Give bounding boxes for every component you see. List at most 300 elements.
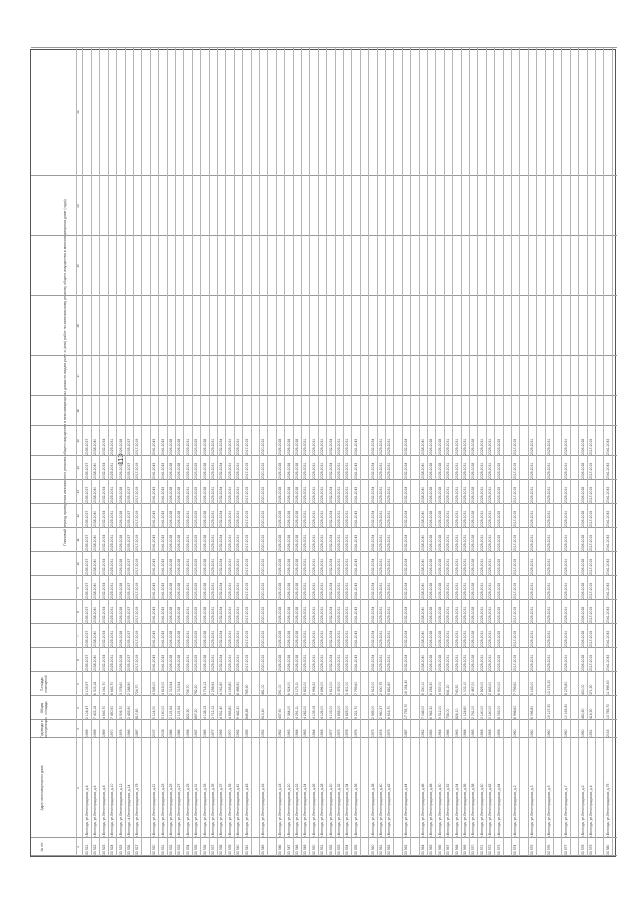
table-cell: 17 755,70 — [404, 703, 409, 719]
table-cell: г.Вологда, ул.Ленинградская, д.60 — [479, 783, 484, 837]
table-cell: 2 467,00 — [471, 681, 476, 695]
table-cell: 2029-2031 — [227, 630, 232, 647]
table-cell: 2029-2031 — [337, 462, 341, 479]
table-cell: 2017-2019 — [135, 462, 140, 479]
table-cell: 2017-2019 — [244, 654, 249, 671]
table-cell: 33 576 — [547, 844, 551, 855]
table-cell: 2032-2034 — [328, 582, 333, 599]
table-cell: 9 442,30 — [236, 705, 241, 719]
table-cell: 2029-2031 — [320, 510, 325, 527]
table-cell: 2026-2028 — [580, 462, 585, 479]
table-cell: 8 498,50 — [236, 681, 241, 695]
table-cell: 1969 — [479, 729, 484, 737]
table-cell: 2029-2031 — [211, 510, 215, 527]
table-cell: 2017-2019 — [244, 438, 249, 455]
table-cell: 2029-2031 — [446, 630, 451, 647]
table-cell: 2032-2034 — [370, 486, 375, 503]
table-cell: 1978 — [345, 729, 350, 737]
table-cell: 2041-2043 — [605, 462, 610, 479]
table-cell: 2038-2040 — [93, 534, 98, 551]
table-row — [84, 48, 90, 856]
table-cell: 7 799,60 — [513, 681, 518, 695]
table-cell: 33 522 — [93, 844, 98, 855]
column-number: 16 — [76, 409, 80, 413]
repair-schedule-table — [30, 49, 616, 857]
table-cell: 2029-2031 — [387, 534, 392, 551]
column-number: 4 — [76, 707, 80, 709]
table-cell: 743,50 — [454, 684, 459, 695]
table-row — [193, 48, 199, 856]
table-cell: 2026-2028 — [295, 606, 299, 623]
table-cell: 2026-2028 — [429, 534, 434, 551]
table-cell: 2026-2028 — [177, 558, 182, 575]
table-cell: 2029-2031 — [110, 486, 115, 503]
table-cell: 2026-2028 — [429, 558, 434, 575]
table-cell: 2041-2043 — [605, 486, 610, 503]
table-cell: 5 512,00 — [437, 705, 442, 719]
table-cell: 2029-2031 — [446, 486, 451, 503]
table-cell: 2026-2028 — [471, 438, 476, 455]
table-cell: 2032-2034 — [219, 486, 224, 503]
table-cell: 1986 — [169, 729, 173, 737]
table-cell: 2016 — [605, 729, 610, 737]
table-cell: 2029-2031 — [488, 438, 493, 455]
table-cell: 2026-2028 — [118, 606, 123, 623]
table-cell: 2020-2022 — [261, 654, 266, 671]
table-cell: 2026-2028 — [286, 558, 291, 575]
table-cell: 2035-2037 — [85, 438, 89, 455]
table-cell: 1960 — [547, 729, 551, 737]
table-cell: 3 401,00 — [345, 681, 350, 695]
table-row — [277, 48, 283, 856]
table-cell: 33 524 — [110, 844, 115, 855]
table-cell: 2029-2031 — [488, 486, 493, 503]
column-number: 19 — [76, 264, 80, 268]
table-cell: 33 535 — [194, 844, 199, 855]
table-cell: 2029-2031 — [345, 438, 350, 455]
table-cell: 4 937,00 — [437, 681, 442, 695]
table-cell: 2017-2019 — [135, 654, 140, 671]
table-cell: 2029-2031 — [303, 654, 308, 671]
table-row — [319, 48, 325, 856]
table-cell: 2 258,92 — [211, 681, 215, 695]
table-cell: 2020-2022 — [261, 606, 266, 623]
table-cell: 2026-2028 — [437, 630, 442, 647]
table-cell: 2020-2022 — [261, 486, 266, 503]
table-cell: 2029-2031 — [320, 606, 325, 623]
table-cell: 2038-2040 — [421, 582, 425, 599]
table-cell: 1966 — [446, 729, 451, 737]
column-number: 7 — [76, 635, 80, 637]
table-cell: 2032-2034 — [370, 438, 375, 455]
table-cell: 2029-2031 — [446, 654, 451, 671]
table-cell: 1 124,60 — [463, 705, 467, 719]
table-cell: 2026-2028 — [471, 462, 476, 479]
column-number: 8 — [76, 611, 80, 613]
table-cell: 2035-2037 — [127, 654, 131, 671]
table-cell: 2026-2028 — [580, 534, 585, 551]
table-cell: 4 643,70 — [101, 705, 106, 719]
table-cell: 2035-2037 — [85, 606, 89, 623]
table-cell: 2020-2022 — [261, 582, 266, 599]
table-cell: 2029-2031 — [446, 438, 451, 455]
table-cell: 2029-2031 — [337, 534, 341, 551]
table-cell: 2029-2031 — [303, 462, 308, 479]
table-cell: г.Вологда, ул.Ленинградская, д.20 — [286, 783, 291, 837]
table-cell: 2035-2037 — [85, 630, 89, 647]
table-cell: 2029-2031 — [345, 558, 350, 575]
table-cell: 6 900,00 — [496, 681, 501, 695]
table-row — [571, 48, 577, 856]
table-cell: 1969 — [488, 729, 493, 737]
table-cell: 2032-2034 — [101, 486, 106, 503]
table-cell: 2026-2028 — [278, 654, 283, 671]
table-cell: 2026-2028 — [286, 606, 291, 623]
table-cell: 2026-2028 — [429, 630, 434, 647]
table-cell: 2029-2031 — [463, 606, 467, 623]
table-cell: 2029-2031 — [463, 486, 467, 503]
table-cell: 2029-2031 — [236, 558, 241, 575]
table-cell: 2017-2019 — [589, 438, 593, 455]
table-cell: 2026-2028 — [437, 486, 442, 503]
table-cell: 2038-2040 — [93, 510, 98, 527]
table-row — [344, 48, 350, 856]
table-cell: 2029-2031 — [236, 630, 241, 647]
table-cell: 2038-2040 — [93, 462, 98, 479]
table-cell: 2029-2031 — [211, 582, 215, 599]
table-cell: 2029-2031 — [311, 534, 316, 551]
table-cell: 2029-2031 — [563, 534, 568, 551]
table-cell: г.Вологда, ул.Ленинградская, д.38 — [370, 783, 375, 837]
table-cell: 2026-2028 — [437, 534, 442, 551]
table-cell: г.Вологда, ул.Ленинградская, д.36 — [353, 783, 358, 837]
table-cell: 2017-2019 — [513, 510, 518, 527]
table-cell: 2026-2028 — [169, 558, 173, 575]
table-cell: 2026-2028 — [295, 510, 299, 527]
table-cell: 2035-2037 — [85, 582, 89, 599]
table-cell: 2032-2034 — [370, 534, 375, 551]
table-row — [538, 48, 544, 856]
table-cell: 33 561 — [379, 844, 383, 855]
table-cell: 2029-2031 — [311, 582, 316, 599]
table-cell: 2029-2031 — [479, 606, 484, 623]
table-cell: 3 140,00 — [479, 705, 484, 719]
table-cell: 2029-2031 — [446, 534, 451, 551]
table-cell: 2029-2031 — [387, 606, 392, 623]
table-cell: 2029-2031 — [463, 630, 467, 647]
table-cell: 613,40 — [261, 708, 266, 719]
table-cell: 2041-2043 — [160, 462, 165, 479]
header-divider — [82, 48, 83, 856]
table-row — [470, 48, 476, 856]
table-cell: 2026-2028 — [295, 582, 299, 599]
table-cell: 2017-2019 — [513, 486, 518, 503]
table-cell: 1969 — [93, 729, 98, 737]
table-cell: 2026-2028 — [471, 558, 476, 575]
table-cell: 2029-2031 — [320, 630, 325, 647]
table-cell: 2029-2031 — [320, 534, 325, 551]
table-cell: 33 539 — [227, 844, 232, 855]
table-cell: 2023-2025 — [496, 438, 501, 455]
table-cell: г.Вологда, ул.Ленинградская, д.29 — [185, 783, 190, 837]
table-cell: 2029-2031 — [387, 510, 392, 527]
table-cell: 2029-2031 — [530, 582, 535, 599]
table-cell: 2032-2034 — [370, 606, 375, 623]
table-cell: 2029-2031 — [345, 534, 350, 551]
table-cell: г.Вологда, ул.Ленинградская, д.52 — [446, 783, 451, 837]
table-cell: 2026-2028 — [177, 582, 182, 599]
table-cell: 2029-2031 — [463, 558, 467, 575]
table-cell: 2029-2031 — [345, 630, 350, 647]
table-cell: 33 533 — [177, 844, 182, 855]
table-cell: 2026-2028 — [169, 486, 173, 503]
table-cell: 785,90 — [244, 684, 249, 695]
table-cell: 2026-2028 — [471, 510, 476, 527]
table-cell: 481,00 — [261, 684, 266, 695]
table-cell: 2026-2028 — [295, 630, 299, 647]
table-cell: 430,00 — [580, 684, 585, 695]
table-cell: 2041-2043 — [152, 462, 157, 479]
table-cell: 2017-2019 — [244, 606, 249, 623]
table-cell: 2041-2043 — [160, 630, 165, 647]
table-cell: 2026-2028 — [202, 654, 207, 671]
table-cell: 1960 — [530, 729, 535, 737]
table-cell: 2041-2043 — [605, 582, 610, 599]
table-cell: 33 569 — [463, 844, 467, 855]
table-cell: 33 571 — [479, 844, 484, 855]
table-row — [588, 48, 594, 856]
table-cell: 2026-2028 — [169, 438, 173, 455]
table-cell: 437,90 — [278, 708, 283, 719]
table-cell: 416,90 — [589, 708, 593, 719]
table-cell: г.Вологда, ул.Ленинградская, д.6 — [93, 785, 98, 837]
table-cell: 2041-2043 — [160, 606, 165, 623]
table-cell: 2029-2031 — [311, 462, 316, 479]
table-cell: 2029-2031 — [227, 510, 232, 527]
table-cell: 1985 — [202, 729, 207, 737]
table-cell: 1987 — [404, 729, 409, 737]
table-cell: 2029-2031 — [185, 558, 190, 575]
table-cell: 2029-2031 — [345, 654, 350, 671]
table-cell: 2029-2031 — [379, 630, 383, 647]
table-cell: г.Вологда, ул.Ленинградская, д.37 — [219, 783, 224, 837]
table-cell: 2008 — [160, 729, 165, 737]
table-row — [353, 48, 359, 856]
table-cell: 3 078,60 — [118, 681, 123, 695]
table-cell: 2038-2040 — [93, 630, 98, 647]
table-cell: 2029-2031 — [345, 486, 350, 503]
table-cell: 2029-2031 — [530, 510, 535, 527]
table-row — [361, 48, 367, 856]
table-cell: 2017-2019 — [589, 534, 593, 551]
table-cell: г.Вологда, ул.Ленинградская, д.62 — [488, 783, 493, 837]
table-cell: 2026-2028 — [278, 534, 283, 551]
table-cell: 2026-2028 — [169, 606, 173, 623]
table-cell: 2029-2031 — [185, 486, 190, 503]
table-cell: 2029-2031 — [454, 582, 459, 599]
table-row — [185, 48, 191, 856]
table-cell: 2029-2031 — [185, 606, 190, 623]
table-cell: 2017-2019 — [513, 582, 518, 599]
table-cell: 2032-2034 — [328, 654, 333, 671]
table-cell: 2038-2040 — [421, 438, 425, 455]
table-cell: 2029-2031 — [530, 654, 535, 671]
table-cell: 15 127,30 — [547, 703, 551, 719]
table-cell: 822,90 — [185, 708, 190, 719]
table-cell: 33 547 — [286, 844, 291, 855]
table-cell: 2032-2034 — [101, 534, 106, 551]
table-cell: 1969 — [219, 729, 224, 737]
table-cell: 4 061,80 — [219, 681, 224, 695]
table-cell: 33 527 — [135, 844, 140, 855]
table-cell: 2041-2043 — [152, 630, 157, 647]
table-cell: 2029-2031 — [236, 534, 241, 551]
table-cell: 2026-2028 — [286, 510, 291, 527]
table-cell: 4 103,00 — [328, 705, 333, 719]
table-cell: 2026-2028 — [278, 510, 283, 527]
table-row — [328, 48, 334, 856]
table-cell: 8 275,80 — [563, 681, 568, 695]
table-cell: 33 572 — [488, 844, 493, 855]
table-cell: 1966 — [127, 729, 131, 737]
table-cell: 33 552 — [328, 844, 333, 855]
table-row — [445, 48, 451, 856]
table-cell: 5 881,80 — [387, 681, 392, 695]
table-cell: 2032-2034 — [370, 558, 375, 575]
table-cell: 2026-2028 — [437, 462, 442, 479]
table-cell: 33 549 — [303, 844, 308, 855]
table-cell: 2029-2031 — [479, 558, 484, 575]
table-cell: 2041-2043 — [353, 510, 358, 527]
table-cell: 2038-2040 — [421, 510, 425, 527]
table-cell: 2029-2031 — [463, 438, 467, 455]
table-cell: 2029-2031 — [110, 510, 115, 527]
table-cell: 2032-2034 — [101, 558, 106, 575]
table-cell: 2029-2031 — [227, 654, 232, 671]
table-cell: 2029-2031 — [211, 534, 215, 551]
table-cell: г.Вологда, ул.Ленинградская, д.79 — [135, 783, 140, 837]
table-cell: 2041-2043 — [152, 582, 157, 599]
table-cell: 2035-2037 — [127, 462, 131, 479]
column-number: 14 — [76, 466, 80, 470]
table-cell: 2029-2031 — [320, 462, 325, 479]
table-cell: 2026-2028 — [202, 534, 207, 551]
table-cell: 2017-2019 — [135, 534, 140, 551]
table-cell: 2029-2031 — [379, 654, 383, 671]
table-row — [252, 48, 258, 856]
table-row — [496, 48, 502, 856]
table-cell: 4 619,00 — [160, 681, 165, 695]
table-cell: 2035-2037 — [85, 486, 89, 503]
table-cell: 2032-2034 — [404, 534, 409, 551]
table-cell: 33 577 — [563, 844, 568, 855]
table-cell: 3 712,12 — [211, 705, 215, 719]
table-cell: 391,00 — [278, 684, 283, 695]
table-cell: 2035-2037 — [85, 534, 89, 551]
table-cell: 2032-2034 — [101, 654, 106, 671]
table-cell: 3 173,11 — [295, 682, 299, 695]
table-cell: 782,20 — [194, 684, 199, 695]
table-cell: 2035-2037 — [127, 486, 131, 503]
header-divider — [76, 48, 77, 856]
table-cell: 2023-2025 — [496, 534, 501, 551]
column-header: № п/п — [40, 842, 44, 852]
table-cell: г.Вологда, ул.Ленинградская, д.44 — [404, 783, 409, 837]
table-cell: 2041-2043 — [353, 534, 358, 551]
table-row — [479, 48, 485, 856]
table-cell: 1963 — [286, 729, 291, 737]
table-row — [143, 48, 149, 856]
table-cell: 1960 — [513, 729, 518, 737]
table-cell: 33 564 — [421, 844, 425, 855]
table-cell: 2029-2031 — [211, 462, 215, 479]
table-cell: 2041-2043 — [605, 606, 610, 623]
table-cell: 2029-2031 — [110, 462, 115, 479]
table-cell: 33 550 — [311, 844, 316, 855]
table-cell: 2026-2028 — [286, 438, 291, 455]
table-cell: 2 115,54 — [169, 706, 173, 719]
table-cell: 2041-2043 — [152, 606, 157, 623]
table-cell: 2029-2031 — [547, 462, 551, 479]
table-cell: 2029-2031 — [320, 438, 325, 455]
table-cell: 2032-2034 — [219, 534, 224, 551]
table-row — [294, 48, 300, 856]
table-cell: 5 114,00 — [152, 706, 157, 719]
table-cell: 2026-2028 — [295, 462, 299, 479]
table-cell: 2041-2043 — [605, 630, 610, 647]
table-cell: 2017-2019 — [244, 534, 249, 551]
table-cell: 2026-2028 — [580, 558, 585, 575]
table-cell: г.Вологда, ул.Ленинградская, д.27 — [177, 783, 182, 837]
table-cell: 2029-2031 — [479, 438, 484, 455]
table-cell: 2026-2028 — [118, 534, 123, 551]
table-cell: 3 858,00 — [337, 705, 341, 719]
table-cell: 1986 — [177, 729, 182, 737]
table-cell: 2041-2043 — [160, 510, 165, 527]
table-cell: 4 262,00 — [303, 705, 308, 719]
table-cell: 8 053,00 — [496, 705, 501, 719]
table-row — [235, 48, 241, 856]
table-cell: 2026-2028 — [177, 486, 182, 503]
table-cell: 2041-2043 — [353, 558, 358, 575]
table-cell: 2029-2031 — [311, 486, 316, 503]
table-cell: г.Вологда, ул.Ленинградская, д.5 — [547, 785, 551, 837]
table-cell: 33 534 — [185, 844, 190, 855]
table-cell: 2026-2028 — [169, 582, 173, 599]
table-cell: 4 139,15 — [311, 705, 316, 719]
table-cell: 2035-2037 — [127, 582, 131, 599]
table-cell: 2 104,47 — [85, 705, 89, 719]
table-cell: 2029-2031 — [454, 486, 459, 503]
table-cell: 33 526 — [127, 844, 131, 855]
table-cell: 33 538 — [219, 844, 224, 855]
table-cell: 2017-2019 — [513, 558, 518, 575]
table-cell: 2029-2031 — [387, 486, 392, 503]
table-cell: 1975 — [387, 729, 392, 737]
table-cell: 2029-2031 — [479, 630, 484, 647]
table-cell: 4 545,00 — [152, 681, 157, 695]
table-cell: 33 575 — [530, 844, 535, 855]
table-row — [512, 48, 518, 856]
table-cell: 2020-2022 — [261, 534, 266, 551]
table-cell: 2041-2043 — [353, 654, 358, 671]
table-cell: 2020-2022 — [261, 630, 266, 647]
table-cell: 2038-2040 — [93, 582, 98, 599]
table-cell: г.Вологда, ул.Ленинградская, д.12 — [118, 783, 123, 837]
table-cell: г.Вологда, ул.Ленинградская, д.4 — [85, 785, 89, 837]
table-cell: 2017-2019 — [589, 486, 593, 503]
table-cell: 2029-2031 — [320, 558, 325, 575]
